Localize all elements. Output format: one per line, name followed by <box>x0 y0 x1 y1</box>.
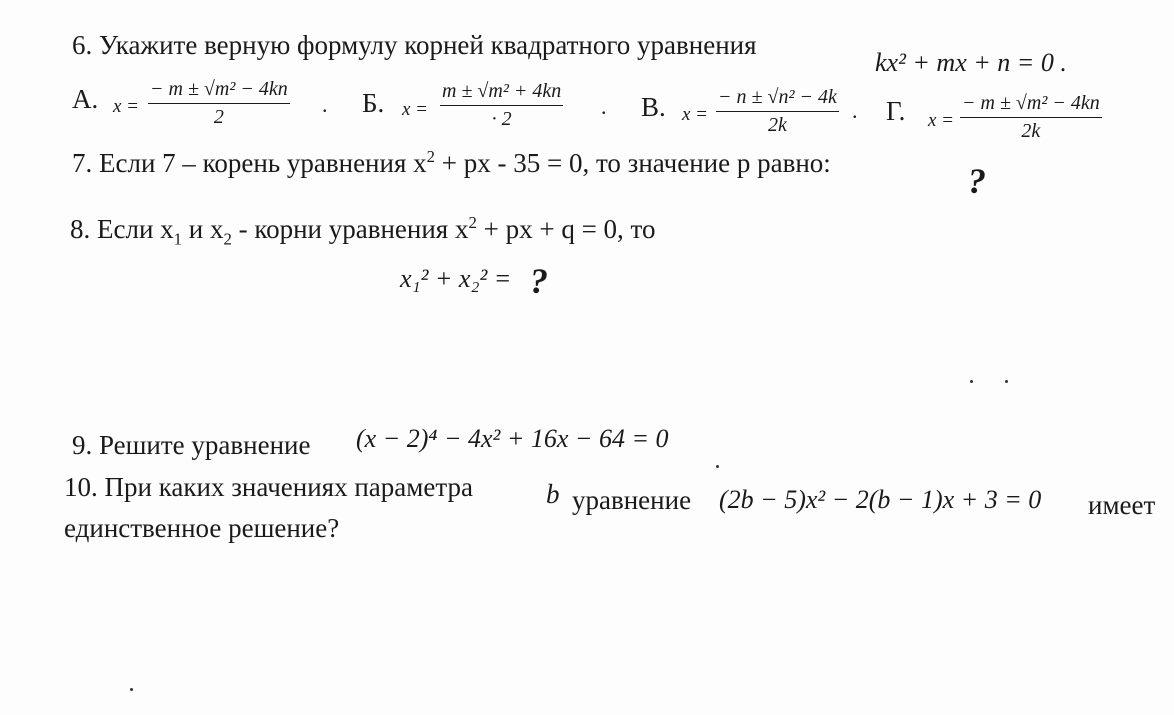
q10-text-part-a: 10. При каких значениях параметра <box>64 472 473 502</box>
q6-option-b-lhs: x = <box>402 99 429 120</box>
q6-option-c-formula <box>716 86 839 137</box>
q7-text-part-b: + px - 35 = 0, то значение p равно: <box>435 148 831 178</box>
q8-text-part-d: + px + q = 0, то <box>476 214 656 244</box>
q6-option-b-letter: Б. <box>362 88 385 118</box>
q6-option-a-letter: А. <box>72 84 99 114</box>
q8-question-mark: ? <box>530 261 548 301</box>
q6-option-c-numerator: − n ± √n² − 4k <box>716 86 839 112</box>
q7-text <box>72 147 831 178</box>
q10-text-line-2: единственное решение? <box>64 513 340 543</box>
q10-parameter: b <box>546 479 560 509</box>
scan-speck <box>716 465 719 468</box>
scan-speck <box>130 688 133 691</box>
q10-text-part-c: имеет <box>1088 490 1156 520</box>
q7-question-mark: ? <box>968 161 986 201</box>
q6-option-d-formula <box>960 92 1102 143</box>
q6-text: 6. Укажите верную формулу корней квадратного уравнения <box>72 30 757 60</box>
q8-text-part-c: - корни уравнения x <box>231 214 469 244</box>
q6-option-d-letter: Г. <box>886 96 906 126</box>
q7-exponent: 2 <box>426 147 436 166</box>
q10-equation: (2b − 5)x² − 2(b − 1)x + 3 = 0 <box>719 485 1042 514</box>
q8-exponent: 2 <box>468 213 477 232</box>
q6-option-d-numerator: − m ± √m² − 4kn <box>960 92 1102 118</box>
q8-expression: x₁² + x₂² = <box>400 264 512 293</box>
q6-option-b-denominator: · 2 <box>491 108 512 130</box>
q6-option-b-period: . <box>601 94 607 119</box>
q7-text-part-a: 7. Если 7 – корень уравнения x <box>72 148 427 178</box>
q8-text <box>70 213 656 249</box>
q6-option-c-lhs: x = <box>682 104 709 125</box>
scan-speck <box>970 380 973 383</box>
q6-option-d-denominator: 2k <box>1021 120 1041 142</box>
q9-equation: (x − 2)⁴ − 4x² + 16x − 64 = 0 <box>356 424 669 453</box>
q8-text-part-b: и x <box>182 214 224 244</box>
q8-subscript-2: 2 <box>223 229 232 249</box>
q6-option-c-letter: В. <box>641 92 666 122</box>
scan-speck <box>1005 380 1008 383</box>
q6-option-a-period: . <box>322 92 328 117</box>
q8-subscript-1: 1 <box>173 229 183 249</box>
q6-option-c-period: . <box>852 98 858 123</box>
q6-option-a-numerator: − m ± √m² − 4kn <box>148 78 290 104</box>
q6-option-a-lhs: x = <box>113 96 140 117</box>
q6-option-b-formula <box>440 80 563 131</box>
q6-option-b-numerator: m ± √m² + 4kn <box>440 80 563 106</box>
q10-text-part-b: уравнение <box>572 485 692 515</box>
q6-option-a-denominator: 2 <box>213 106 224 128</box>
q6-option-d-lhs: x = <box>928 110 955 131</box>
q6-option-c-denominator: 2k <box>767 114 787 136</box>
q9-text: 9. Решите уравнение <box>72 430 311 460</box>
q6-equation: kx² + mx + n = 0 . <box>875 48 1067 77</box>
q6-option-a-formula <box>148 78 290 129</box>
q8-text-part-a: 8. Если x <box>70 214 174 244</box>
